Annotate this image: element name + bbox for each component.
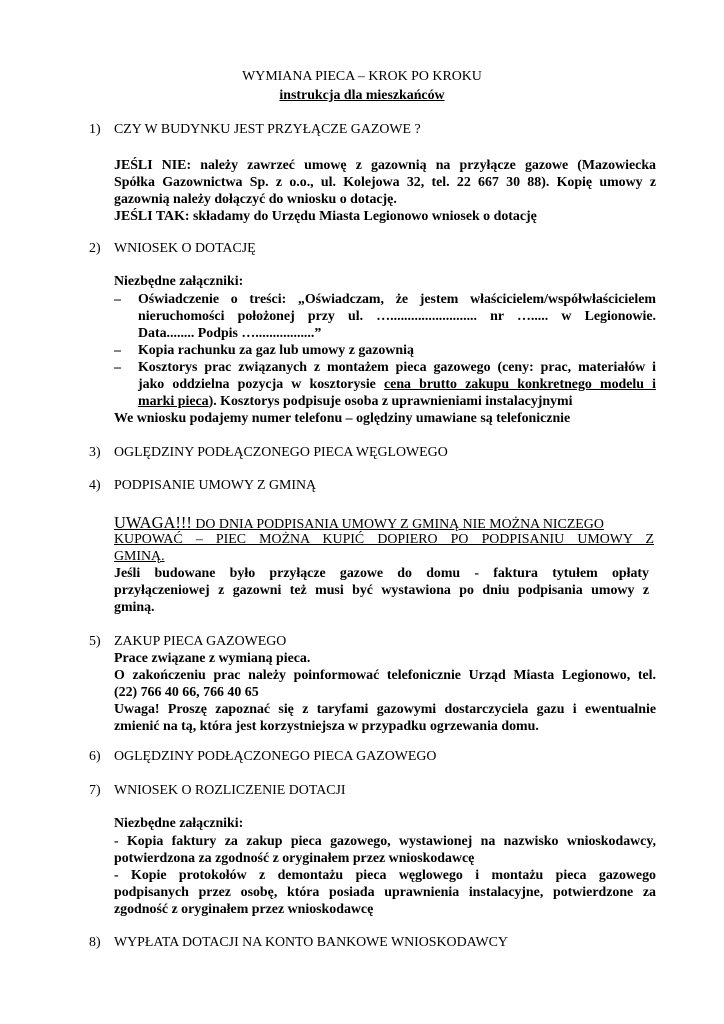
bullet-line: Kopia rachunku za gaz lub umowy z gazownią — [138, 343, 414, 358]
bullet-line: Oświadczenie o treści: „Oświadczam, że jestem właścicielem/współwłaścicielem — [138, 292, 656, 307]
section-5-line: (22) 766 40 66, 766 40 65 — [114, 685, 259, 700]
section-1-line: JEŚLI TAK: składamy do Urzędu Miasta Legionowo wniosek o dotację — [114, 209, 537, 224]
document-subtitle: instrukcja dla mieszkańców — [279, 88, 445, 103]
section-7-line: zgodność z oryginałem przez wnioskodawcę — [114, 902, 374, 917]
section-7-number: 7) — [89, 783, 101, 798]
section-4-line: przyłączeniowej z gazowni też musi być wystawiona po dniu podpisania umowy z — [114, 583, 649, 598]
section-5-heading: ZAKUP PIECA GAZOWEGO — [114, 634, 287, 649]
section-2-number: 2) — [89, 241, 101, 256]
section-5-line: O zakończeniu prac należy poinformować telefonicznie Urząd Miasta Legionowo, tel. — [114, 668, 656, 683]
bullet-line: Kosztorys prac związanych z montażem pieca gazowego (ceny: prac, materiałów i — [138, 360, 656, 375]
section-4-number: 4) — [89, 478, 101, 493]
underlined-text: marki pieca — [138, 394, 209, 409]
section-1-heading: CZY W BUDYNKU JEST PRZYŁĄCZE GAZOWE ? — [114, 122, 421, 137]
section-5-line: Prace związane z wymianą pieca. — [114, 651, 311, 666]
bullet-line — [138, 376, 656, 393]
bullet-text: jako oddzielna pozycja w kosztorysie — [138, 377, 384, 392]
section-6-heading: OGLĘDZINY PODŁĄCZONEGO PIECA GAZOWEGO — [114, 749, 437, 764]
section-3-heading: OGLĘDZINY PODŁĄCZONEGO PIECA WĘGLOWEGO — [114, 445, 448, 460]
section-1-number: 1) — [89, 122, 101, 137]
section-8-number: 8) — [89, 935, 101, 950]
section-7-heading: WNIOSEK O ROZLICZENIE DOTACJI — [114, 783, 346, 798]
attachments-label: Niezbędne załączniki: — [114, 816, 244, 831]
bullet-dash: – — [114, 292, 121, 307]
section-1-line: gazownią należy dołączyć do wniosku o dotację. — [114, 192, 397, 207]
bullet-line: nieruchomości położonej przy ul. …......................... nr …..... w Legionowie. — [138, 309, 656, 324]
warning-text: DO DNIA PODPISANIA UMOWY Z GMINĄ NIE MOŻNA NICZEGO — [191, 517, 604, 532]
section-4-line: gminą. — [114, 600, 155, 615]
section-3-number: 3) — [89, 445, 101, 460]
warning-line: KUPOWAĆ – PIEC MOŻNA KUPIĆ DOPIERO PO PODPISANIU UMOWY Z — [114, 532, 654, 547]
warning-label: UWAGA!!! — [114, 513, 192, 532]
section-4-heading: PODPISANIE UMOWY Z GMINĄ — [114, 478, 317, 493]
section-7-line: podpisanych przez osobę, która posiada uprawnienia instalacyjne, potwierdzone za — [114, 885, 656, 900]
section-2-heading: WNIOSEK O DOTACJĘ — [114, 241, 256, 256]
section-4-line: Jeśli budowane było przyłącze gazowe do domu - faktura tytułem opłaty — [114, 566, 649, 581]
section-7-line: - Kopie protokołów z demontażu pieca węglowego i montażu pieca gazowego — [114, 868, 656, 883]
section-1-line: Spółka Gazownictwa Sp. z o.o., ul. Kolejowa 32, tel. 22 667 30 88). Kopię umowy z — [114, 175, 656, 190]
section-5-line: Uwaga! Proszę zapoznać się z taryfami gazowymi dostarczyciela gazu i ewentualnie — [114, 702, 656, 717]
warning-line: GMINĄ. — [114, 549, 165, 564]
section-5-number: 5) — [89, 634, 101, 649]
underlined-text: cena brutto zakupu konkretnego modelu i — [383, 377, 656, 392]
document-title: WYMIANA PIECA – KROK PO KROKU — [242, 69, 482, 84]
bullet-line — [138, 393, 573, 410]
section-1-line: JEŚLI NIE: należy zawrzeć umowę z gazownią na przyłącze gazowe (Mazowiecka — [114, 158, 656, 173]
bullet-line: Data........ Podpis ….................” — [138, 326, 322, 341]
section-2-note: We wniosku podajemy numer telefonu – oględziny umawiane są telefonicznie — [114, 411, 571, 426]
section-7-line: potwierdzona za zgodność z oryginałem przez wnioskodawcę — [114, 851, 475, 866]
section-6-number: 6) — [89, 749, 101, 764]
section-8-heading: WYPŁATA DOTACJI NA KONTO BANKOWE WNIOSKODAWCY — [114, 935, 508, 950]
bullet-text: ). Kosztorys podpisuje osoba z uprawnieniami instalacyjnymi — [208, 394, 573, 409]
attachments-label: Niezbędne załączniki: — [114, 274, 244, 289]
section-5-line: zmienić na tą, która jest korzystniejsza w przypadku ogrzewania domu. — [114, 719, 539, 734]
bullet-dash: – — [114, 360, 121, 375]
bullet-dash: – — [114, 343, 121, 358]
section-7-line: - Kopia faktury za zakup pieca gazowego, wystawionej na nazwisko wnioskodawcy, — [114, 834, 656, 849]
